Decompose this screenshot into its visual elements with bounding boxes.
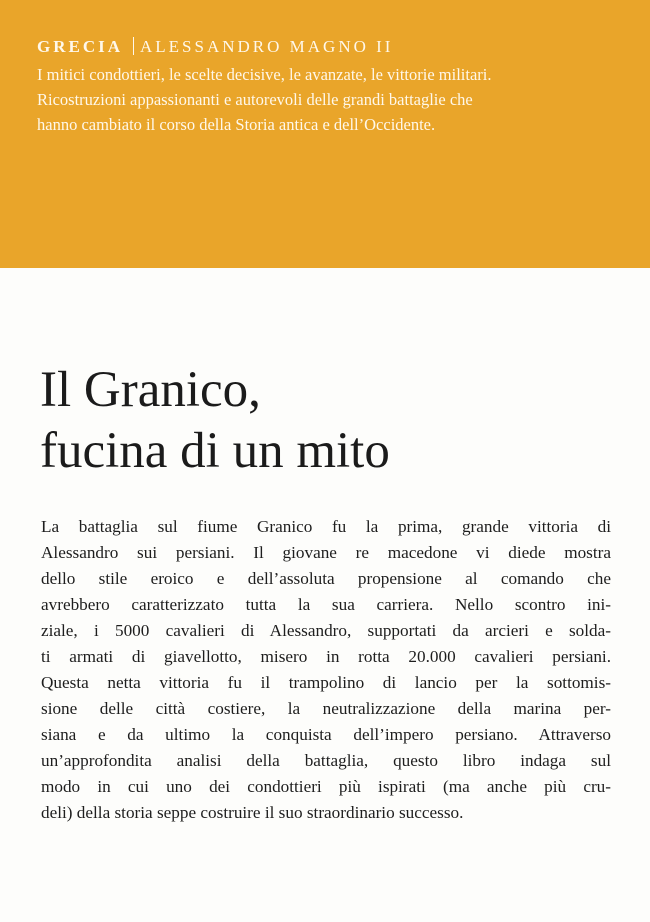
blurb-line: modo in cui uno dei condottieri più ispirati (ma anche più cru-: [41, 777, 611, 796]
blurb-line: deli) della storia seppe costruire il suo straordinario successo.: [41, 803, 464, 822]
blurb-line: La battaglia sul fiume Granico fu la prima, grande vittoria di: [41, 517, 611, 536]
book-title-line: Il Granico,: [40, 362, 261, 418]
blurb-line: avrebbero caratterizzato tutta la sua carriera. Nello scontro ini-: [41, 595, 611, 614]
series-description-line: hanno cambiato il corso della Storia antica e dell’Occidente.: [37, 115, 436, 134]
series-heading: [37, 37, 393, 57]
blurb-line: sione delle città costiere, la neutralizzazione della marina per-: [41, 699, 611, 718]
blurb-paragraph: [41, 514, 611, 826]
blurb-line: ti armati di giavellotto, misero in rotta 20.000 cavalieri persiani.: [41, 647, 611, 666]
series-divider: [133, 37, 134, 55]
series-description: [37, 62, 637, 137]
blurb-line: un’approfondita analisi della battaglia, questo libro indaga sul: [41, 751, 611, 770]
series-description-line: I mitici condottieri, le scelte decisive, le avanzate, le vittorie militari.: [37, 65, 492, 84]
blurb-line: ziale, i 5000 cavalieri di Alessandro, supportati da arcieri e solda-: [41, 621, 611, 640]
series-banner: [0, 0, 650, 268]
series-name: GRECIA: [37, 37, 124, 56]
blurb-line: Alessandro sui persiani. Il giovane re macedone vi diede mostra: [41, 543, 611, 562]
blurb-line: Questa netta vittoria fu il trampolino di lancio per la sottomis-: [41, 673, 611, 692]
blurb-line: dello stile eroico e dell’assoluta propensione al comando che: [41, 569, 611, 588]
series-description-line: Ricostruzioni appassionanti e autorevoli delle grandi battaglie che: [37, 90, 473, 109]
blurb-line: siana e da ultimo la conquista dell’impero persiano. Attraverso: [41, 725, 611, 744]
book-title: [40, 360, 390, 482]
book-title-line: fucina di un mito: [40, 423, 390, 479]
series-book-title: ALESSANDRO MAGNO II: [140, 37, 394, 56]
